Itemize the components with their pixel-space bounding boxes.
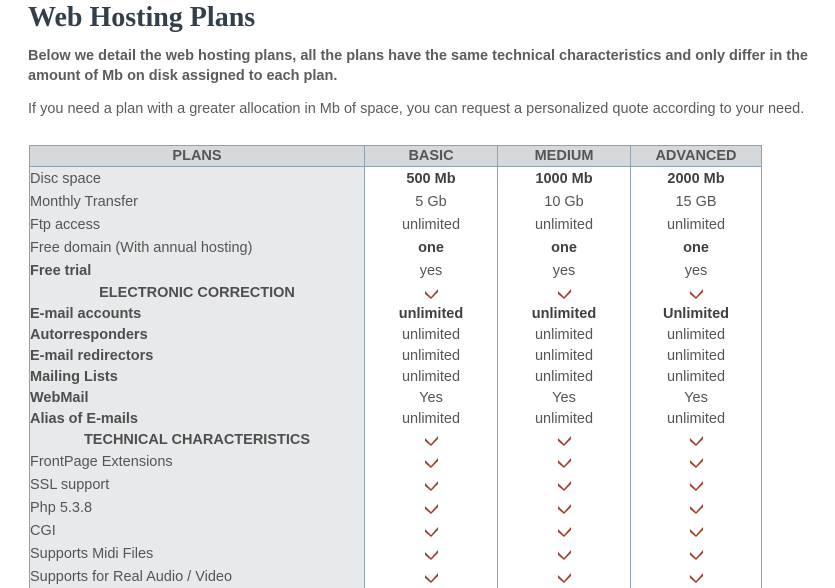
check-icon: [689, 456, 704, 468]
check-icon: [689, 434, 704, 446]
value-advanced: 15 GB: [631, 190, 762, 213]
feature-label: Supports for Real Audio / Video: [30, 565, 365, 588]
value-basic: [365, 519, 498, 542]
header-plans: PLANS: [30, 146, 365, 167]
table-row: [30, 542, 762, 565]
table-row: [30, 496, 762, 519]
section-title: TECHNICAL CHARACTERISTICS: [30, 429, 365, 450]
value-basic: one: [365, 236, 498, 259]
check-icon: [689, 525, 704, 537]
value-basic: unlimited: [365, 345, 498, 366]
table-row: [30, 473, 762, 496]
feature-label: CGI: [30, 519, 365, 542]
table-row: [30, 387, 762, 408]
value-basic: yes: [365, 259, 498, 282]
value-advanced: Yes: [631, 387, 762, 408]
plans-table: [29, 145, 762, 588]
value-medium: unlimited: [498, 345, 631, 366]
feature-label: E-mail redirectors: [30, 345, 365, 366]
table-row: [30, 236, 762, 259]
value-advanced: 2000 Mb: [631, 167, 762, 191]
value-medium: one: [498, 236, 631, 259]
value-medium: unlimited: [498, 324, 631, 345]
value-basic: unlimited: [365, 303, 498, 324]
value-advanced: unlimited: [631, 213, 762, 236]
check-icon: [424, 502, 439, 514]
feature-label: Php 5.3.8: [30, 496, 365, 519]
feature-label: Free domain (With annual hosting): [30, 236, 365, 259]
value-basic: Yes: [365, 387, 498, 408]
value-basic: 5 Gb: [365, 190, 498, 213]
check-icon: [424, 287, 439, 299]
value-basic: [365, 542, 498, 565]
value-advanced: unlimited: [631, 408, 762, 429]
table-row: [30, 366, 762, 387]
table-row: [30, 345, 762, 366]
section-electronic-correction: [30, 282, 762, 303]
value-advanced: one: [631, 236, 762, 259]
table-row: [30, 519, 762, 542]
value-medium: yes: [498, 259, 631, 282]
feature-label: Ftp access: [30, 213, 365, 236]
value-advanced: Unlimited: [631, 303, 762, 324]
section-title: ELECTRONIC CORRECTION: [30, 282, 365, 303]
check-icon: [424, 434, 439, 446]
value-medium: unlimited: [498, 213, 631, 236]
feature-label: FrontPage Extensions: [30, 450, 365, 473]
value-medium: unlimited: [498, 366, 631, 387]
quote-text: If you need a plan with a greater allocation in Mb of space, you can request a personalized quote according to your need.: [28, 101, 805, 117]
check-icon: [557, 548, 572, 560]
feature-label: WebMail: [30, 387, 365, 408]
table-header-row: [30, 146, 762, 167]
value-medium: unlimited: [498, 408, 631, 429]
value-medium: [498, 429, 631, 450]
value-medium: [498, 282, 631, 303]
feature-label: SSL support: [30, 473, 365, 496]
table-row: [30, 303, 762, 324]
feature-label: Free trial: [30, 259, 365, 282]
value-basic: unlimited: [365, 324, 498, 345]
header-advanced: ADVANCED: [631, 146, 762, 167]
table-row: [30, 167, 762, 191]
value-advanced: unlimited: [631, 324, 762, 345]
value-advanced: [631, 519, 762, 542]
check-icon: [557, 287, 572, 299]
header-basic: BASIC: [365, 146, 498, 167]
value-basic: unlimited: [365, 366, 498, 387]
check-icon: [689, 479, 704, 491]
check-icon: [689, 548, 704, 560]
value-basic: [365, 565, 498, 588]
value-advanced: [631, 429, 762, 450]
check-icon: [557, 525, 572, 537]
section-technical-characteristics: [30, 429, 762, 450]
check-icon: [557, 434, 572, 446]
value-medium: unlimited: [498, 303, 631, 324]
value-advanced: unlimited: [631, 345, 762, 366]
check-icon: [424, 571, 439, 583]
value-medium: [498, 450, 631, 473]
table-row: [30, 408, 762, 429]
value-advanced: [631, 450, 762, 473]
check-icon: [424, 548, 439, 560]
value-medium: [498, 565, 631, 588]
feature-label: Supports Midi Files: [30, 542, 365, 565]
value-advanced: [631, 473, 762, 496]
check-icon: [557, 502, 572, 514]
check-icon: [424, 479, 439, 491]
value-medium: [498, 542, 631, 565]
value-medium: 10 Gb: [498, 190, 631, 213]
value-basic: [365, 496, 498, 519]
check-icon: [424, 456, 439, 468]
value-basic: 500 Mb: [365, 167, 498, 191]
intro-text: Below we detail the web hosting plans, all the plans have the same technical characteristics and only differ in the amount of Mb on disk assigned to each plan.: [28, 48, 808, 84]
check-icon: [424, 525, 439, 537]
value-basic: [365, 429, 498, 450]
table-row: [30, 324, 762, 345]
value-advanced: [631, 496, 762, 519]
value-medium: [498, 473, 631, 496]
value-basic: unlimited: [365, 213, 498, 236]
check-icon: [689, 287, 704, 299]
check-icon: [689, 502, 704, 514]
value-advanced: [631, 542, 762, 565]
table-row: [30, 190, 762, 213]
value-basic: [365, 473, 498, 496]
feature-label: Mailing Lists: [30, 366, 365, 387]
check-icon: [689, 571, 704, 583]
value-advanced: unlimited: [631, 366, 762, 387]
value-advanced: yes: [631, 259, 762, 282]
value-advanced: [631, 282, 762, 303]
feature-label: Autorresponders: [30, 324, 365, 345]
table-row: [30, 565, 762, 588]
feature-label: Monthly Transfer: [30, 190, 365, 213]
feature-label: E-mail accounts: [30, 303, 365, 324]
check-icon: [557, 456, 572, 468]
value-basic: unlimited: [365, 408, 498, 429]
feature-label: Alias of E-mails: [30, 408, 365, 429]
feature-label: Disc space: [30, 167, 365, 191]
table-row: [30, 213, 762, 236]
header-medium: MEDIUM: [498, 146, 631, 167]
value-medium: [498, 519, 631, 542]
value-medium: 1000 Mb: [498, 167, 631, 191]
check-icon: [557, 571, 572, 583]
value-advanced: [631, 565, 762, 588]
value-medium: Yes: [498, 387, 631, 408]
value-basic: [365, 450, 498, 473]
table-row: [30, 450, 762, 473]
value-medium: [498, 496, 631, 519]
check-icon: [557, 479, 572, 491]
table-row: [30, 259, 762, 282]
value-basic: [365, 282, 498, 303]
page-title: Web Hosting Plans: [28, 2, 256, 33]
